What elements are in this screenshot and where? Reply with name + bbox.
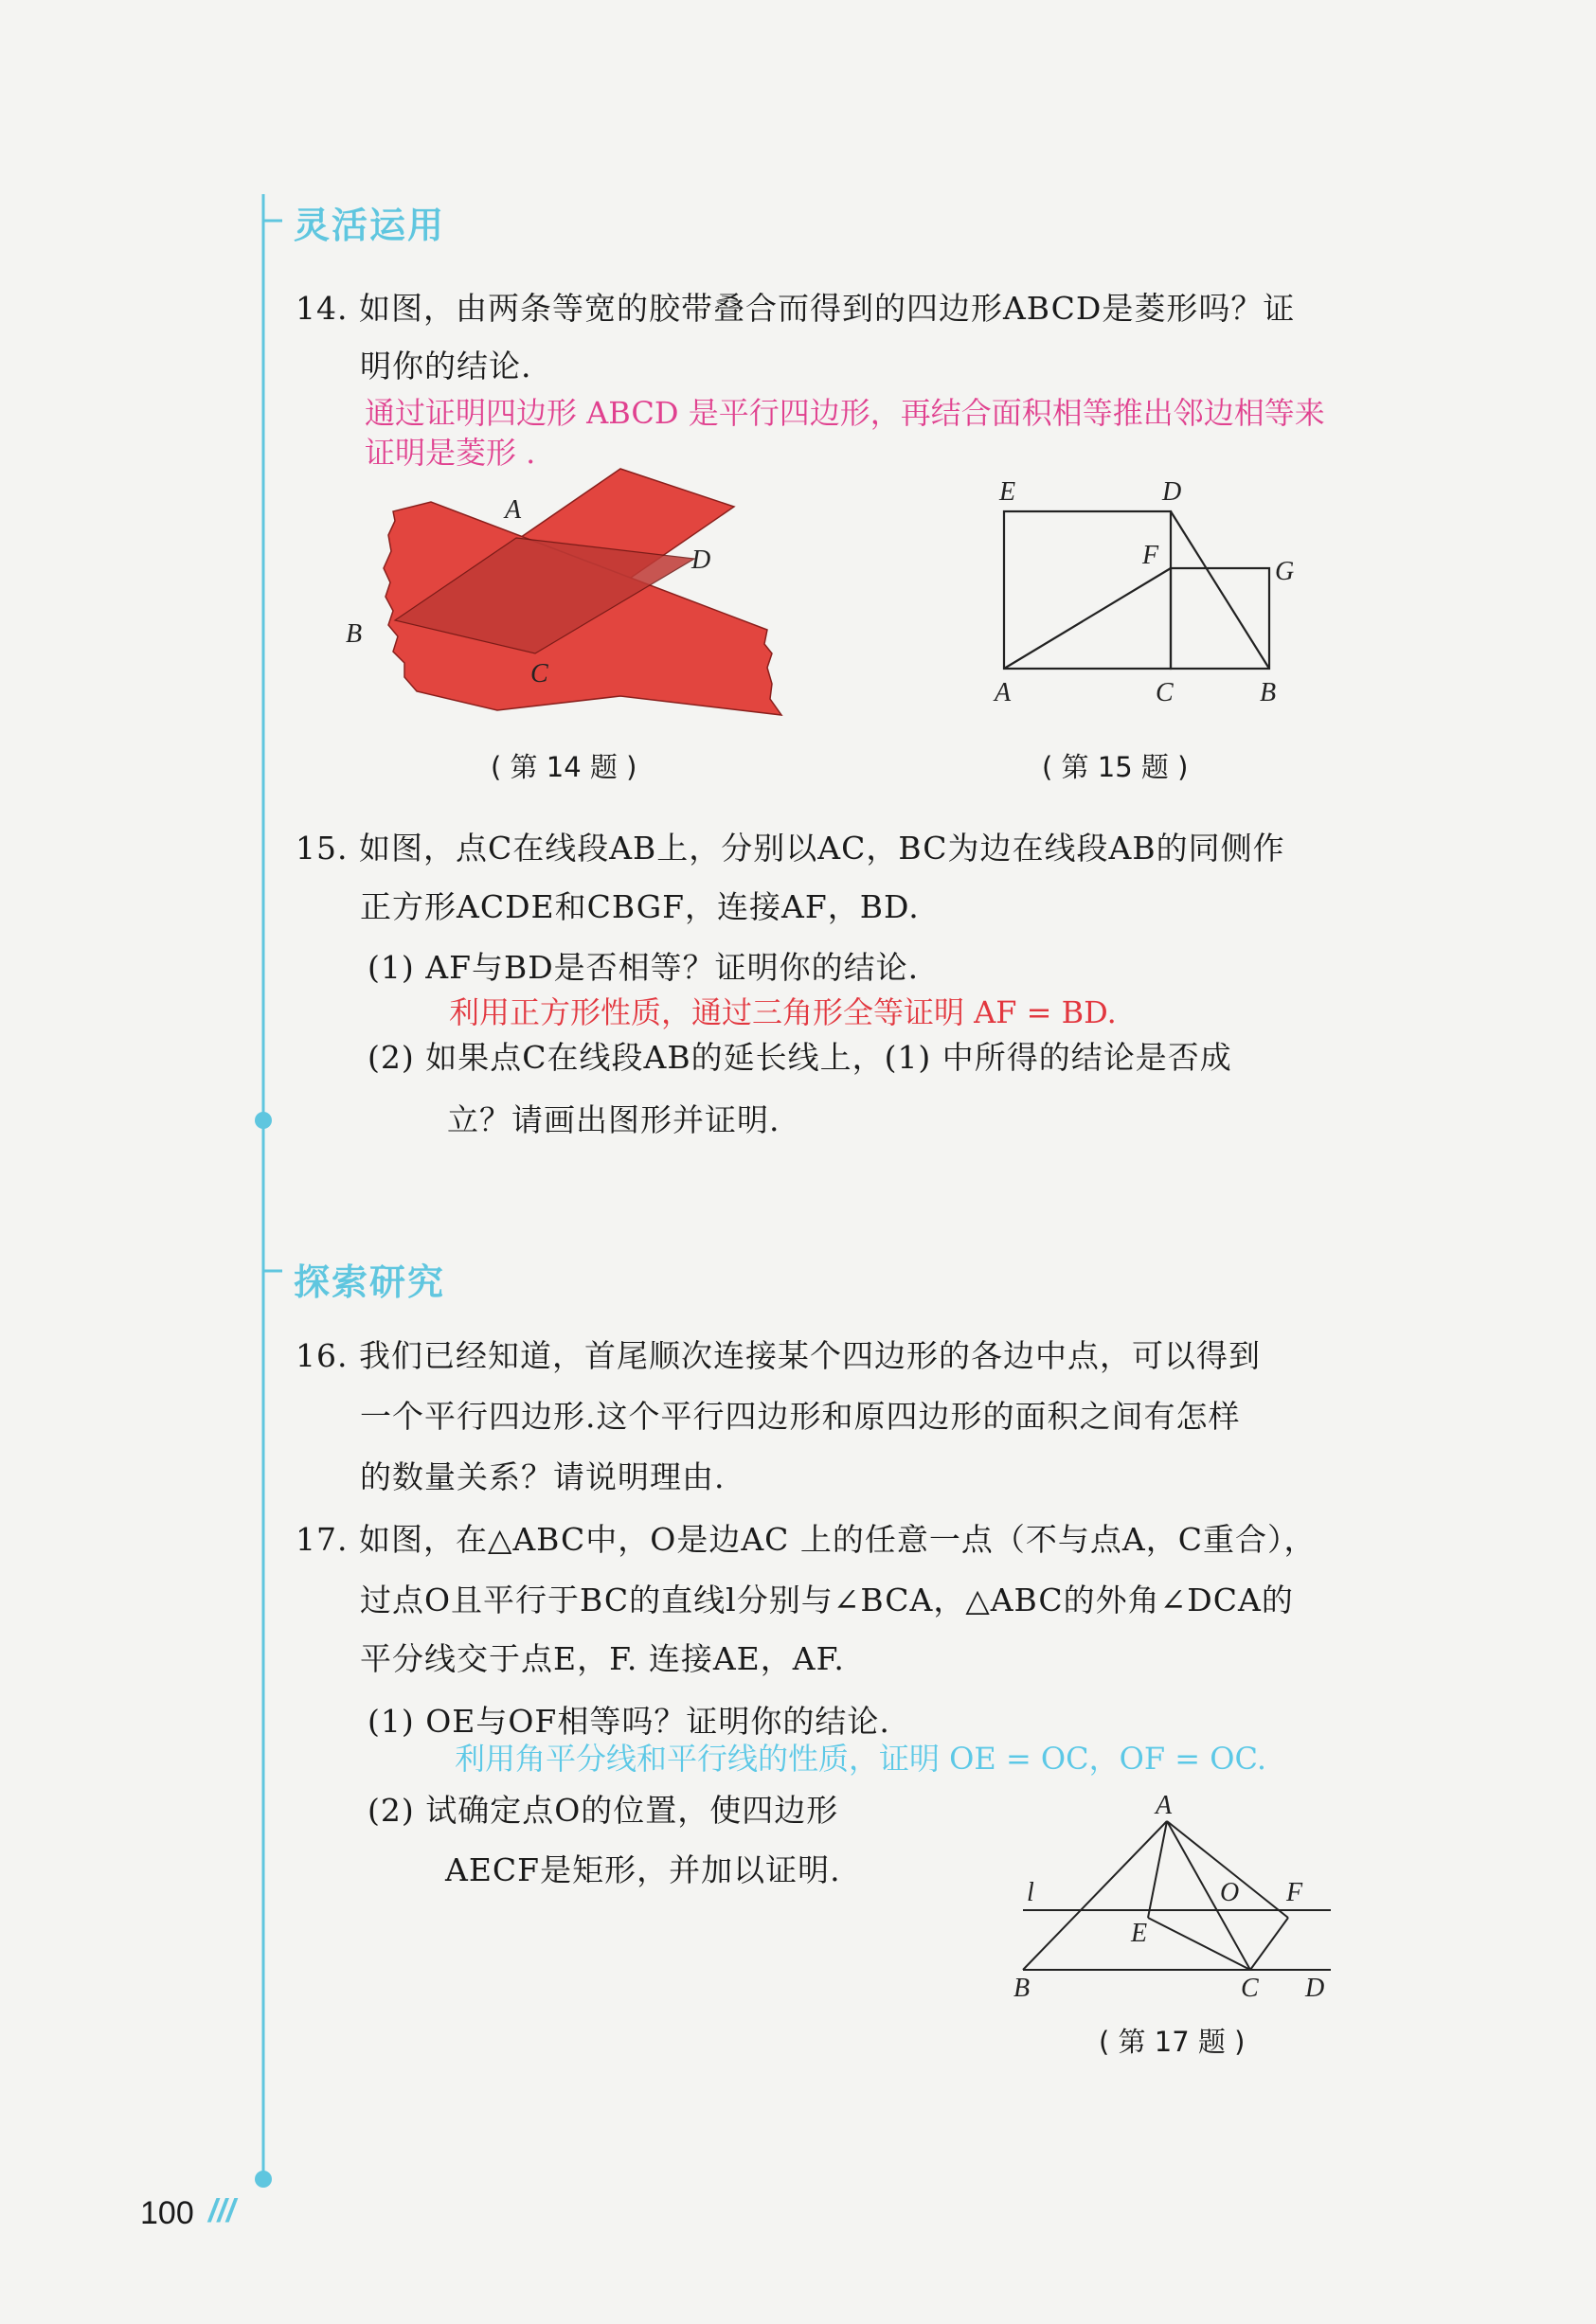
q15-line2: 正方形ACDE和CBGF，连接AF，BD. bbox=[360, 888, 920, 925]
figure-14-tapes bbox=[336, 464, 791, 720]
q17-answer: 利用角平分线和平行线的性质，证明 OE = OC，OF = OC. bbox=[455, 1741, 1266, 1777]
fig17-label-c: C bbox=[1241, 1974, 1259, 2003]
q14-answer-line1: 通过证明四边形 ABCD 是平行四边形，再结合面积相等推出邻边相等来 bbox=[365, 395, 1325, 431]
q14-line2: 明你的结论. bbox=[360, 348, 532, 384]
square-acde bbox=[1004, 511, 1171, 669]
q15-sub2-line2: 立？请画出图形并证明. bbox=[447, 1101, 780, 1138]
fig14-label-b: B bbox=[346, 619, 363, 649]
figure-15-squares bbox=[985, 474, 1317, 710]
q14-line1: 14. 如图，由两条等宽的胶带叠合而得到的四边形ABCD是菱形吗？证 bbox=[296, 290, 1296, 327]
fig15-label-f: F bbox=[1142, 541, 1159, 570]
figure-17-triangle bbox=[1004, 1785, 1345, 2008]
fig15-label-d: D bbox=[1162, 477, 1182, 507]
caption-q15: ( 第 15 题 ) bbox=[1042, 751, 1189, 783]
fig15-label-g: G bbox=[1275, 557, 1295, 586]
fig14-label-a: A bbox=[505, 495, 522, 525]
q17-line2: 过点O且平行于BC的直线l分别与∠BCA，△ABC的外角∠DCA的 bbox=[360, 1582, 1294, 1618]
segment-ae bbox=[1148, 1821, 1167, 1918]
q16-line3: 的数量关系？请说明理由. bbox=[360, 1458, 726, 1495]
fig17-label-l: l bbox=[1027, 1878, 1034, 1907]
q17-sub2-line1: (2) 试确定点O的位置，使四边形 bbox=[368, 1792, 839, 1829]
fig17-label-o: O bbox=[1220, 1878, 1240, 1907]
fig14-label-d: D bbox=[691, 545, 711, 575]
fig17-label-d: D bbox=[1305, 1974, 1325, 2003]
fig15-label-b: B bbox=[1260, 678, 1277, 707]
segment-cf bbox=[1250, 1918, 1288, 1970]
q15-sub2-line1: (2) 如果点C在线段AB的延长线上，(1) 中所得的结论是否成 bbox=[368, 1039, 1232, 1076]
fig14-label-c: C bbox=[530, 659, 548, 688]
segment-bd bbox=[1171, 511, 1269, 669]
q17-line1: 17. 如图，在△ABC中，O是边AC 上的任意一点（不与点A，C重合）， bbox=[296, 1521, 1317, 1558]
margin-rule bbox=[246, 194, 284, 2197]
page-number-slashes: /// bbox=[208, 2193, 236, 2229]
fig17-label-a: A bbox=[1156, 1791, 1173, 1820]
q15-line1: 15. 如图，点C在线段AB上，分别以AC，BC为边在线段AB的同侧作 bbox=[296, 830, 1285, 867]
q15-answer: 利用正方形性质，通过三角形全等证明 AF = BD. bbox=[449, 994, 1117, 1030]
q17-sub2-line2: AECF是矩形，并加以证明. bbox=[445, 1851, 841, 1888]
q17-line3: 平分线交于点E，F. 连接AE，AF. bbox=[360, 1640, 845, 1677]
section-title-exploration: 探索研究 bbox=[294, 1261, 446, 1303]
q16-line2: 一个平行四边形.这个平行四边形和原四边形的面积之间有怎样 bbox=[360, 1398, 1241, 1435]
fig15-label-e: E bbox=[999, 477, 1016, 507]
q14-answer-line2: 证明是菱形 . bbox=[365, 435, 536, 471]
section-title-flexible-use: 灵活运用 bbox=[294, 205, 446, 246]
caption-q14: ( 第 14 题 ) bbox=[491, 751, 637, 783]
fig17-label-f: F bbox=[1286, 1878, 1303, 1907]
q17-sub1: (1) OE与OF相等吗？证明你的结论. bbox=[368, 1703, 890, 1740]
fig15-label-c: C bbox=[1156, 678, 1174, 707]
fig15-label-a: A bbox=[995, 678, 1012, 707]
segment-af bbox=[1004, 568, 1171, 669]
q15-sub1: (1) AF与BD是否相等？证明你的结论. bbox=[368, 949, 920, 986]
square-cbgf bbox=[1171, 568, 1269, 669]
q16-line1: 16. 我们已经知道，首尾顺次连接某个四边形的各边中点，可以得到 bbox=[296, 1337, 1261, 1374]
caption-q17: ( 第 17 题 ) bbox=[1099, 2026, 1246, 2058]
fig17-label-e: E bbox=[1131, 1919, 1148, 1948]
fig17-label-b: B bbox=[1013, 1974, 1031, 2003]
page-number: 100 bbox=[140, 2195, 194, 2231]
